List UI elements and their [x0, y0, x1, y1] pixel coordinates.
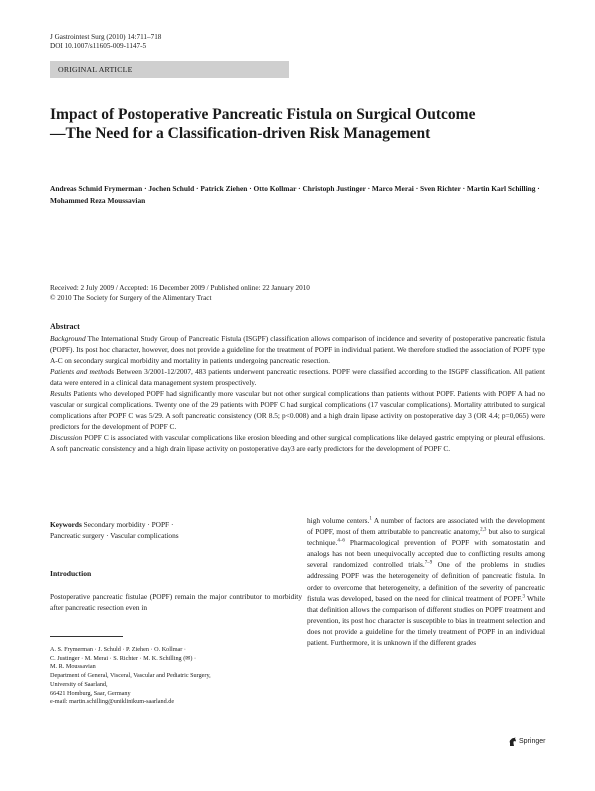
- abstract-discussion: [50, 432, 545, 454]
- footnote-line: Department of General, Visceral, Vascular and Pediatric Surgery,: [50, 672, 211, 680]
- reference-marker: 3: [522, 594, 525, 600]
- footnote-line: University of Saarland,: [50, 680, 108, 688]
- introduction-continued: [307, 515, 545, 648]
- abstract-text: Between 3/2001-12/2007, 483 patients underwent pancreatic resections. POPF were classified according to the ISGPF classification. All patient data were entered in a clinical data management system prospectively.: [50, 367, 545, 388]
- reference-marker: 2,3: [480, 527, 487, 533]
- author-list: Andreas Schmid Frymerman · Jochen Schuld · Patrick Ziehen · Otto Kollmar · Christoph Justinger · Marco Merai · Sven Richter · Martin Karl Schilling · Mohammed Reza Moussavian: [50, 184, 540, 206]
- abstract-heading: Abstract: [50, 322, 80, 331]
- reference-marker: 4–6: [337, 538, 345, 544]
- reference-marker: 7–9: [424, 560, 433, 566]
- keywords-label: Keywords: [50, 520, 82, 529]
- introduction-text: Postoperative pancreatic fistulae (POPF) remain the major contributor to morbidity after pancreatic resection even in: [50, 592, 302, 613]
- abstract-text: POPF C is associated with vascular complications like erosion bleeding and other surgical complications like delayed gastric emptying or pleural effusions. A soft pancreatic consistency and a high drain lipase activity on postoperative day3 are early predictors for the development of POPF C.: [50, 433, 545, 454]
- keywords-line-2: Pancreatic surgery · Vascular complications: [50, 531, 179, 541]
- body-text: but also to surgical technique.: [307, 527, 545, 548]
- doi: DOI 10.1007/s11605-009-1147-5: [50, 42, 147, 50]
- abstract-background: [50, 333, 545, 366]
- reference-marker: 1: [369, 516, 372, 522]
- footnote-line: A. S. Frymerman · J. Schuld · P. Ziehen · O. Kollmar ·: [50, 646, 186, 653]
- abstract-methods: [50, 366, 545, 388]
- contact-email: e-mail: martin.schilling@uniklinikum-saarland.de: [50, 698, 175, 706]
- publication-dates: Received: 2 July 2009 / Accepted: 16 December 2009 / Published online: 22 January 2010: [50, 284, 310, 292]
- article-title: Impact of Postoperative Pancreatic Fistula on Surgical Outcome—The Need for a Classification-driven Risk Management: [50, 106, 476, 142]
- author-affiliation-footnote: [50, 646, 290, 707]
- abstract-body: [50, 333, 545, 455]
- springer-horse-icon: [508, 737, 517, 747]
- footnote-line: 66421 Homburg, Saar, Germany: [50, 689, 131, 697]
- footnote-divider: [50, 636, 123, 637]
- footnote-line: C. Justinger · M. Merai · S. Richter · M. K. Schilling (✉) ·: [50, 654, 197, 662]
- keywords-line-1: Secondary morbidity · POPF ·: [83, 520, 174, 529]
- keywords: [50, 519, 280, 541]
- footnote-line: M. R. Moussavian: [50, 663, 96, 671]
- introduction-heading: Introduction: [50, 569, 92, 578]
- body-text: One of the problems in studies addressing POPF was the heterogeneity of definition of pancreatic fistula. In order to overcome that heterogeneity, a definition of the severity of pancreatic fistula was developed, based on the need for clinical treatment of POPF.: [307, 560, 545, 603]
- abstract-label: Background: [50, 334, 86, 343]
- abstract-label: Results: [50, 389, 72, 399]
- copyright-notice: © 2010 The Society for Surgery of the Alimentary Tract: [50, 294, 212, 302]
- journal-citation: J Gastrointest Surg (2010) 14:711–718: [50, 33, 162, 41]
- article-type-banner: ORIGINAL ARTICLE: [50, 61, 289, 78]
- body-text: A number of factors are associated with the development of POPF, most of them attributable to pancreatic anatomy,: [307, 516, 545, 537]
- abstract-text: The International Study Group of Pancreatic Fistula (ISGPF) classification allows comparison of incidence and severity of postoperative pancreatic fistula (POPF). Its post hoc character, however, does not provide a guideline for the treatment of POPF in individual patient. We therefore studied the association of POPF type A-C on secondary surgical morbidity and mortality in patients undergoing pancreatic resection.: [50, 334, 545, 366]
- abstract-label: Discussion: [50, 433, 83, 443]
- abstract-results: [50, 388, 545, 432]
- publisher-logo: [508, 737, 545, 747]
- abstract-text: Patients who developed POPF had significantly more vascular but not other surgical complications than patients without POPF. Patients with POPF A had no vascular or surgical complications. Twenty one of the 29 patients with POPF C had surgical complications (17 vascular complications). Mortality attributed to surgical complications after POPF C was 5/29. A soft pancreatic consistency (OR 8.5; p<0.008) and a high drain lipase activity on postoperative day 3 (OR 4.4; p=0,065) were predictors for the development of POPF C.: [50, 389, 545, 432]
- publisher-name: Springer: [519, 738, 546, 745]
- body-text: high volume centers.: [307, 516, 370, 525]
- body-text: Pharmacological prevention of POPF with somatostatin and analogs has not been unequivocally accepted due to conflicting results among several randomized controlled trials.: [307, 538, 545, 570]
- abstract-label: Patients and methods: [50, 367, 114, 377]
- body-text: While that definition allows the comparison of different studies on POPF treatment and prevention, its post hoc character is susceptible to bias in treatment selection and does not provide a guideline for the timely treatment of POPF in an individual patient. Furthermore, it is unknown if the different grades: [307, 593, 545, 648]
